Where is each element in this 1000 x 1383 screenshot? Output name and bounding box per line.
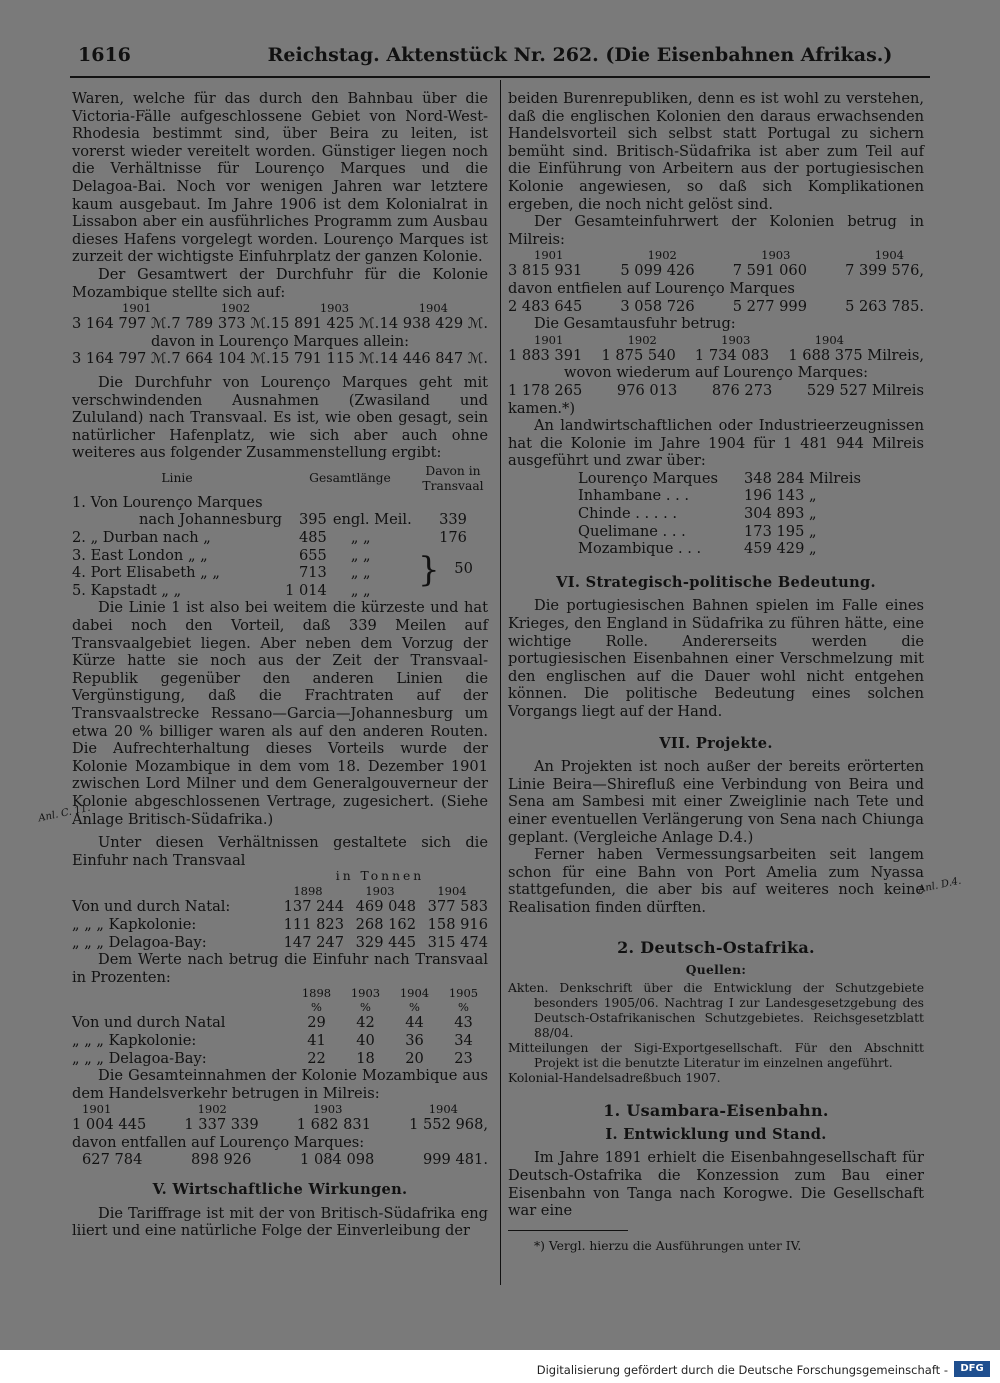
unit-cell: „ „: [350, 564, 371, 582]
table-row: [578, 470, 861, 488]
transvaal-cell: 339: [439, 511, 467, 529]
value-cell: 42: [356, 1014, 375, 1032]
row-label: „ „ „ Delagoa-Bay:: [72, 1049, 207, 1067]
unit-cell: engl. Meil.: [332, 511, 412, 529]
paragraph: Ferner haben Vermessungsarbeiten seit langem schon für eine Bahn von Port Amelia zum Nyassa stattgefunden, die aber bis auf weiteres noch keine Realisation finden dürften.: [508, 846, 924, 916]
value-cell: 898 926: [191, 1151, 252, 1169]
paragraph: Dem Werte nach betrug die Einfuhr nach Transvaal in Prozenten:: [72, 951, 488, 986]
transvaal-cell: 50: [454, 560, 473, 578]
unit-label: %: [409, 1000, 420, 1015]
section-heading: I. Entwicklung und Stand.: [605, 1125, 827, 1143]
column-divider: [500, 80, 501, 1285]
value-cell: 1 688 375 Milreis,: [788, 346, 924, 364]
value-cell: 44: [405, 1014, 424, 1032]
paragraph: An landwirtschaftlichen oder Industrieerzeugnissen hat die Kolonie im Jahre 1904 für 1 481 944 Milreis ausgeführt und zwar über:: [508, 417, 924, 470]
year-label: 1904: [428, 1102, 458, 1117]
year-label: 1904: [437, 884, 467, 899]
value-cell: 1 004 445: [72, 1116, 147, 1134]
year-label: 1903: [365, 884, 395, 899]
paragraph: davon entfallen auf Lourenço Marques:: [72, 1133, 365, 1151]
year-label: 1903: [761, 248, 791, 263]
digitization-footer: [0, 1356, 1000, 1383]
column-header: Davon in Transvaal: [422, 463, 484, 493]
line-label: 1. Von Lourenço Marques: [72, 493, 263, 511]
value-cell: 315 474: [427, 933, 488, 951]
value-cell: 7 591 060: [732, 262, 807, 280]
value-cell: 1 883 391: [508, 346, 583, 364]
value-cell: 3 815 931: [508, 262, 583, 280]
unit-cell: „ „: [350, 529, 371, 547]
table-row: [72, 916, 488, 934]
year-label: 1903: [721, 332, 751, 347]
unit-cell: „ „: [350, 546, 371, 564]
value-cell: 377 583: [427, 898, 488, 916]
year-label: 1902: [220, 301, 251, 316]
paragraph: Die portugiesischen Bahnen spielen im Falle eines Krieges, den England in Südafrika zu führen hätte, eine wichtige Rolle. Andererseits werden die portugiesischen Eisenbahnen einer Verschmelzung mit den englischen auf die Dauer wohl nicht entgehen können. Die politische Bedeutung eines solchen Vorgangs liegt auf der Hand.: [508, 597, 924, 720]
year-label: 1905: [448, 986, 479, 1001]
sources-heading: Quellen:: [685, 962, 747, 978]
table-row: [72, 494, 488, 512]
value-cell: 627 784: [82, 1151, 143, 1169]
funding-credit: Digitalisierung gefördert durch die Deutsche Forschungsgemeinschaft -: [536, 1363, 948, 1377]
value-cell: 329 445: [355, 933, 416, 951]
year-label: 1903: [350, 986, 381, 1001]
left-column: [72, 90, 488, 1240]
import-tonnage-table: [72, 869, 488, 951]
year-label: 1901: [82, 1102, 112, 1117]
year-label: 1904: [399, 986, 430, 1001]
value-cell: 23: [454, 1049, 473, 1067]
unit-cell: „ „: [350, 581, 371, 599]
column-header: in Tonnen: [335, 869, 425, 884]
value-cell: 1 084 098: [300, 1151, 375, 1169]
transvaal-group-cell: [418, 547, 488, 600]
section-heading: 2. Deutsch-Ostafrika.: [617, 937, 815, 957]
value-cell: 14 938 429 ℳ.: [379, 315, 488, 333]
port-value: 173 195 „: [744, 522, 817, 540]
port-value: 348 284 Milreis: [744, 469, 862, 487]
year-label: 1904: [874, 248, 904, 263]
value-cell: 876 273: [711, 381, 773, 399]
paragraph: beiden Burenrepubliken, denn es ist wohl zu verstehen, daß die englischen Kolonien den daraus erwachsenden Handelsvorteil sich selbst statt Portugal zu sichern bemüht sind. Britisch-Südafrika ist aber zum Teil auf die Einführung von Arbeitern aus der portugiesischen Kolonie angewiesen, so daß sich Komplikationen ergeben, die noch nicht gelöst sind.: [508, 90, 924, 213]
paragraph: davon in Lourenço Marques allein:: [150, 332, 410, 350]
port-name: Lourenço Marques: [578, 469, 718, 487]
value-cell: 1 734 083: [694, 346, 770, 364]
unit-row: [72, 1000, 488, 1014]
value-cell: 5 277 999: [732, 297, 807, 315]
row-label: „ „ „ Delagoa-Bay:: [72, 933, 207, 951]
value-cell: 40: [356, 1031, 375, 1049]
section-heading: VII. Projekte.: [659, 734, 773, 752]
table-row: [72, 934, 488, 952]
brace-glyph: }: [418, 550, 440, 591]
value-cell: 2 483 645: [508, 297, 583, 315]
table-header-row: [72, 869, 488, 884]
year-row: [72, 986, 488, 1000]
value-cell: 7 399 576,: [845, 262, 924, 280]
port-name: Inhambane . . .: [578, 487, 690, 505]
paragraph: wovon wiederum auf Lourenço Marques:: [563, 364, 868, 382]
footnote-rule: [508, 1230, 628, 1231]
value-cell: 18: [356, 1049, 375, 1067]
row-label: Von und durch Natal:: [72, 898, 231, 916]
length-cell: 485: [298, 529, 327, 547]
section-heading: VI. Strategisch-politische Bedeutung.: [556, 573, 876, 591]
value-cell: 22: [307, 1049, 326, 1067]
year-label: 1902: [647, 248, 677, 263]
year-label: 1902: [627, 332, 657, 347]
year-label: 1898: [293, 884, 323, 899]
value-cell: 3 164 797 ℳ.: [72, 350, 172, 368]
right-column: [508, 90, 924, 1254]
value-cell: 3 058 726: [620, 297, 695, 315]
table-row: [578, 505, 861, 523]
table-row: [72, 547, 488, 565]
unit-label: %: [311, 1000, 322, 1015]
transvaal-cell: 176: [439, 529, 467, 547]
length-cell: 713: [298, 564, 327, 582]
value-cell: 999 481.: [422, 1151, 488, 1169]
unit-label: %: [458, 1000, 469, 1015]
port-name: Quelimane . . .: [578, 522, 686, 540]
paragraph: Die Linie 1 ist also bei weitem die kürzeste und hat dabei noch den Vorteil, daß 339 Meilen auf Transvaalgebiet liegen. Aber neben dem Vorzug der Kürze hatte sie noch aus der Zeit der Transvaal-Republik gegenüber den anderen Linien die Vergünstigung, daß die Frachtraten auf der Transvaalstrecke Ressano—Garcia—Johannesburg um etwa 20 % billiger waren als auf den anderen Routen. Die Aufrechterhaltung dieses Vorteils wurde der Kolonie Mozambique in dem vom 18. Dezember 1901 zwischen Lord Milner und dem Generalgouverneur der Kolonie abgeschlossenen Vertrage, zugesichert. (Siehe Anlage Britisch-Südafrika.): [72, 599, 488, 828]
paragraph: kamen.*): [508, 399, 576, 417]
value-cell: 158 916: [427, 915, 488, 933]
year-row: [72, 1102, 488, 1116]
table-row: [72, 1014, 488, 1032]
value-cell: 41: [307, 1031, 326, 1049]
source-entry: Mitteilungen der Sigi-Exportgesellschaft. Für den Abschnitt Projekt ist die benutzte Literatur im einzelnen angeführt.: [508, 1041, 924, 1071]
value-row: [72, 1116, 488, 1134]
paragraph: Der Gesamteinfuhrwert der Kolonien betrug in Milreis:: [508, 213, 924, 248]
year-label: 1904: [814, 332, 844, 347]
table-row: [578, 487, 861, 505]
page-title: Reichstag. Aktenstück Nr. 262. (Die Eisenbahnen Afrikas.): [267, 44, 893, 66]
value-row: [508, 298, 924, 316]
dfg-logo-icon: DFG: [954, 1361, 990, 1377]
table-header-row: [72, 464, 488, 494]
value-cell: 469 048: [355, 898, 416, 916]
margin-note: Anl. D.4.: [917, 875, 963, 896]
year-label: 1902: [197, 1102, 227, 1117]
paragraph: davon entfielen auf Lourenço Marques: [508, 279, 795, 297]
value-row: [72, 1151, 488, 1169]
column-header: Gesamtlänge: [309, 471, 391, 486]
row-label: „ „ „ Kapkolonie:: [72, 915, 197, 933]
port-name: Mozambique . . .: [578, 540, 702, 558]
paragraph: Waren, welche für das durch den Bahnbau über die Victoria-Fälle aufgeschlossene Gebiet von Nord-West-Rhodesia bestimmt sind, über Beira zu leiten, ist vorerst wieder vereitelt worden. Günstiger liegen noch die Verhältnisse für Lourenço Marques und die Delagoa-Bai. Noch vor wenigen Jahren war letztere kaum ausgebaut. Im Jahre 1906 ist dem Kolonialrat in Lissabon aber ein ausführliches Programm zum Ausbau dieses Hafens vorgelegt worden. Lourenço Marques ist zurzeit der wichtigste Einfuhrplatz der ganzen Kolonie.: [72, 90, 488, 266]
value-cell: 137 244: [283, 898, 344, 916]
value-cell: 7 789 373 ℳ.: [171, 315, 271, 333]
railway-lines-table: [72, 464, 488, 600]
year-label: 1898: [301, 986, 332, 1001]
value-row: [72, 350, 488, 368]
value-cell: 5 263 785.: [845, 297, 924, 315]
year-label: 1901: [534, 248, 564, 263]
paragraph: Unter diesen Verhältnissen gestaltete sich die Einfuhr nach Transvaal: [72, 834, 488, 869]
port-value: 196 143 „: [744, 487, 817, 505]
section-heading: 1. Usambara-Eisenbahn.: [603, 1101, 829, 1121]
table-row: [578, 540, 861, 558]
value-cell: 1 178 265: [508, 381, 583, 399]
paragraph: Die Tariffrage ist mit der von Britisch-Südafrika eng liiert und eine natürliche Folge der Einverleibung der: [72, 1204, 488, 1240]
table-row: [72, 1032, 488, 1050]
value-cell: 1 552 968,: [409, 1116, 488, 1134]
value-cell: 36: [405, 1031, 424, 1049]
value-cell: 111 823: [283, 915, 344, 933]
export-ports-table: [578, 470, 861, 558]
value-cell: 268 162: [355, 915, 416, 933]
year-label: 1904: [418, 301, 448, 316]
value-cell: 529 527 Milreis: [806, 381, 924, 399]
year-label: 1903: [313, 1102, 343, 1117]
length-cell: 655: [298, 546, 327, 564]
value-row: [508, 347, 924, 365]
value-cell: 14 446 847 ℳ.: [379, 350, 488, 368]
value-cell: 1 337 339: [184, 1116, 259, 1134]
paragraph: Im Jahre 1891 erhielt die Eisenbahngesellschaft für Deutsch-Ostafrika die Konzession zum Bau einer Eisenbahn von Tanga nach Korogwe. Die Gesellschaft war eine: [508, 1149, 924, 1220]
table-row: [72, 898, 488, 916]
row-label: „ „ „ Kapkolonie:: [72, 1031, 197, 1049]
page-header: [70, 36, 930, 78]
value-cell: 1 682 831: [296, 1116, 371, 1134]
paragraph: Die Gesamteinnahmen der Kolonie Mozambique aus dem Handelsverkehr betrugen in Milreis:: [72, 1067, 488, 1102]
port-name: Chinde . . . . .: [578, 505, 677, 523]
value-row: [508, 382, 924, 400]
margin-note: Anl. C. 11.: [37, 802, 92, 825]
value-row: [508, 262, 924, 280]
source-entry: Kolonial-Handelsadreßbuch 1907.: [508, 1071, 721, 1086]
value-cell: 5 099 426: [620, 262, 695, 280]
line-label: 2. „ Durban nach „: [72, 529, 211, 547]
value-cell: 15 891 425 ℳ.: [270, 315, 380, 333]
value-row: [72, 315, 488, 333]
paragraph: Die Gesamtausfuhr betrug:: [534, 315, 736, 333]
line-label: 3. East London „ „: [72, 546, 208, 564]
value-cell: 34: [454, 1031, 473, 1049]
paragraph: Der Gesamtwert der Durchfuhr für die Kolonie Mozambique stellte sich auf:: [72, 265, 488, 301]
port-value: 459 429 „: [744, 540, 817, 558]
paragraph: An Projekten ist noch außer der bereits erörterten Linie Beira—Shirefluß eine Verbindung von Beira und Sena am Sambesi mit einer Zweiglinie nach Tete und einer eventuellen Verlängerung von Sena nach Chiunga geplant. (Vergleiche Anlage D.4.): [508, 758, 924, 846]
port-value: 304 893 „: [744, 505, 817, 523]
page-number: 1616: [78, 44, 131, 66]
value-cell: 7 664 104 ℳ.: [171, 350, 271, 368]
year-row: [72, 301, 488, 315]
line-label: 5. Kapstadt „ „: [72, 581, 182, 599]
line-label: nach Johannesburg: [138, 511, 282, 529]
line-label: 4. Port Elisabeth „ „: [72, 564, 220, 582]
row-label: Von und durch Natal: [72, 1014, 226, 1032]
value-cell: 3 164 797 ℳ.: [72, 315, 172, 333]
value-cell: 147 247: [283, 933, 344, 951]
table-row: [72, 529, 488, 547]
import-percentage-table: [72, 986, 488, 1067]
length-cell: 1 014: [285, 581, 327, 599]
year-label: 1901: [534, 332, 564, 347]
year-row: [508, 333, 924, 347]
paragraph: Die Durchfuhr von Lourenço Marques geht mit verschwindenden Ausnahmen (Zwasiland und Zululand) nach Transvaal. Es ist, wie oben gesagt, sein natürlicher Hafenplatz, wie sich aber auch ohne weiteres aus folgender Zusammenstellung ergibt:: [72, 373, 488, 462]
section-heading: V. Wirtschaftliche Wirkungen.: [152, 1181, 408, 1199]
year-label: 1903: [319, 301, 350, 316]
footnote: *) Vergl. hierzu die Ausführungen unter IV.: [534, 1238, 802, 1253]
year-row: [72, 884, 488, 898]
value-cell: 15 791 115 ℳ.: [270, 350, 380, 368]
value-cell: 20: [405, 1049, 424, 1067]
value-cell: 43: [454, 1014, 473, 1032]
table-row: [72, 1050, 488, 1068]
unit-label: %: [360, 1000, 371, 1015]
value-cell: 976 013: [616, 381, 678, 399]
table-row: [578, 523, 861, 541]
value-cell: 29: [307, 1014, 326, 1032]
source-entry: Akten. Denkschrift über die Entwicklung der Schutzgebiete besonders 1905/06. Nachtrag I zur Landesgesetzgebung des Deutsch-Ostafrikanischen Schutzgebietes. Reichsgesetzblatt 88/04.: [508, 981, 924, 1041]
year-label: 1901: [122, 301, 152, 316]
year-row: [508, 248, 924, 262]
column-header: Linie: [161, 471, 193, 486]
length-cell: 395: [298, 511, 327, 529]
value-cell: 1 875 540: [601, 346, 676, 364]
table-row: [72, 511, 488, 529]
